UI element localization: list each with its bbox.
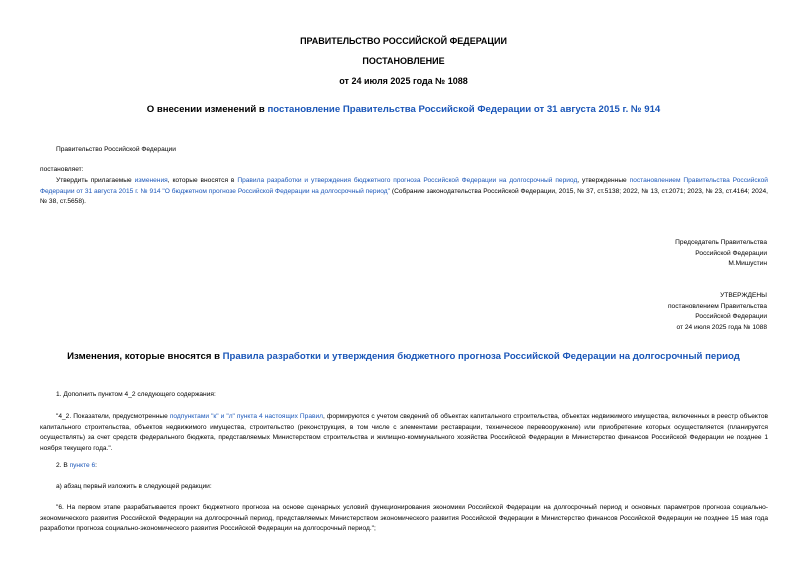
document-title — [0, 104, 807, 115]
decrees-word: постановляет: — [40, 166, 84, 173]
link-point-6[interactable]: пункте 6 — [69, 462, 96, 469]
link-decree-914[interactable]: постановлением Правительства Российской Федерации от 31 августа 2015 г. № 914 "О бюджетном прогнозе Российской Федерации на долгосрочный период" — [40, 177, 768, 195]
changes-title-link[interactable]: Правила разработки и утверждения бюджетного прогноза Российской Федерации на долгосрочный период — [222, 351, 740, 362]
government-heading: ПРАВИТЕЛЬСТВО РОССИЙСКОЙ ФЕДЕРАЦИИ — [300, 36, 507, 46]
p1-text-b: , которые вносятся в — [167, 177, 238, 184]
quote1-text-b: , формируются с учетом сведений об объектах капитального строительства, объектах недвижимого имущества, включенных в реестр объектов капитального строительства, объектов недвижимого имущества, строительство (реконструкция, в том числе с элементами реставрации, техническое перевооружение) или приобретение которых осуществляется (планируется осуществлять) за счет средств федерального бюджета, представляемых Министерством строительства и жилищно-коммунального хозяйства Российской Федерации в Министерство финансов Российской Федерации не позднее 1 ноября текущего года.". — [40, 413, 769, 452]
link-subparagraphs[interactable]: подпунктами "к" и "л" пункта 4 настоящих Правил — [169, 413, 324, 420]
p1-text-a: Утвердить прилагаемые — [56, 177, 135, 184]
issuer: Правительство Российской Федерации — [56, 146, 176, 153]
item-2 — [56, 461, 97, 472]
title-link[interactable]: постановление Правительства Российской Федерации от 31 августа 2015 г. № 914 — [267, 104, 661, 115]
quote-point-6: "6. На первом этапе разрабатывается проект бюджетного прогноза на основе сценарных условий функционирования экономики Российской Федерации на долгосрочный период и основных параметров прогноза социально-экономического развития Российской Федерации на долгосрочный период, представляемых Министерством экономического развития Российской Федерации в Министерство финансов Российской Федерации не позднее 15 мая года разработки прогноза социально-экономического развития Российской Федерации на долгосрочный период."; — [40, 504, 768, 533]
approved-line-4: от 24 июля 2025 года № 1088 — [676, 323, 767, 331]
link-changes[interactable]: изменения — [134, 177, 168, 184]
document-type: ПОСТАНОВЛЕНИЕ — [362, 56, 445, 66]
approved-block — [567, 291, 767, 333]
p1-text-d: (Собрание законодательства Российской Федерации, 2015, № 37, ст.5138; 2022, № 13, ст.2071; 2023, № 23, ст.4164; 2024, № 38, ст.5658). — [40, 187, 769, 206]
approved-line-2: постановлением Правительства — [667, 302, 767, 310]
item2-text-b: : — [95, 462, 97, 469]
changes-title-prefix: Изменения, которые вносятся в — [67, 351, 223, 362]
document-date-number: от 24 июля 2025 года № 1088 — [339, 76, 468, 86]
approved-line-1: УТВЕРЖДЕНЫ — [720, 292, 767, 299]
signature-line-1: Председатель Правительства — [675, 239, 767, 246]
changes-title — [0, 351, 807, 362]
item-2a: а) абзац первый изложить в следующей редакции: — [56, 483, 212, 490]
signature-line-2: Российской Федерации — [695, 249, 767, 257]
quote1-text-a: "4_2. Показатели, предусмотренные — [56, 413, 170, 420]
quote-4-2 — [40, 412, 768, 454]
item-1: 1. Дополнить пунктом 4_2 следующего содержания: — [56, 391, 216, 398]
paragraph-approve — [40, 176, 768, 208]
title-prefix: О внесении изменений в — [146, 104, 268, 115]
approved-line-3: Российской Федерации — [695, 313, 767, 321]
signature-block — [567, 238, 767, 270]
link-rules[interactable]: Правила разработки и утверждения бюджетного прогноза Российской Федерации на долгосрочный период — [237, 177, 578, 184]
p1-text-c: , утвержденные — [577, 177, 630, 184]
signature-name: М.Мишустин — [728, 260, 767, 268]
item2-text-a: 2. В — [56, 462, 70, 469]
